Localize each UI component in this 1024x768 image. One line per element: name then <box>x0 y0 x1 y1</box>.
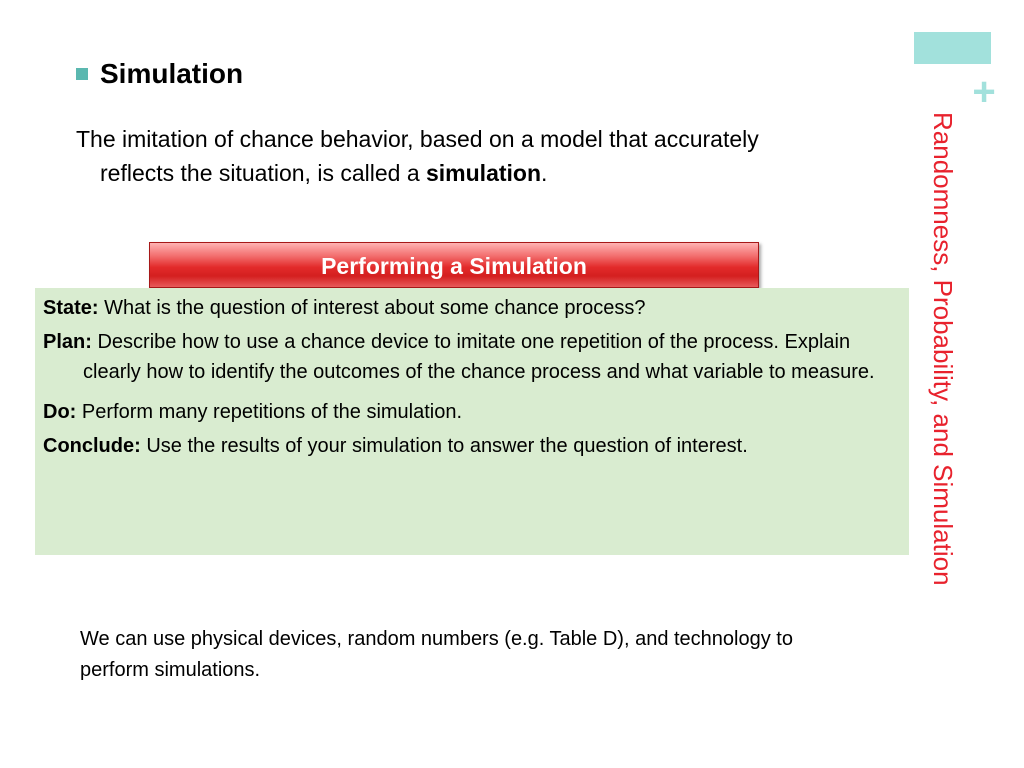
procedure-steps-box <box>35 288 909 555</box>
defined-term: simulation <box>426 160 542 186</box>
step-label: Conclude: <box>43 435 141 457</box>
step-label: Plan: <box>43 331 92 353</box>
procedure-box-header: Performing a Simulation <box>149 242 759 288</box>
footnote-text: We can use physical devices, random numbers (e.g. Table D), and technology to perform simulations. <box>80 628 793 681</box>
step-text: Describe how to use a chance device to imitate one repetition of the process. Explain clearly how to identify the outcomes of the chance process and what variable to measure. <box>83 331 875 383</box>
definition-paragraph <box>76 122 820 190</box>
heading-text: Simulation <box>100 58 244 89</box>
step-text: Perform many repetitions of the simulation. <box>76 401 463 423</box>
accent-bar <box>914 32 991 64</box>
square-bullet-icon <box>76 68 88 80</box>
step-conclude <box>43 431 895 461</box>
step-label: Do: <box>43 401 77 423</box>
definition-text: The imitation of chance behavior, based on a model that accurately reflects the situation, is called a <box>76 126 759 186</box>
step-state <box>43 293 895 323</box>
step-text: Use the results of your simulation to answer the question of interest. <box>140 435 748 457</box>
section-title: Randomness, Probability, and Simulation <box>928 112 958 586</box>
slide-heading <box>76 54 243 94</box>
step-plan <box>43 327 895 387</box>
step-do <box>43 397 895 427</box>
step-label: State: <box>43 297 99 319</box>
plus-icon: + <box>972 70 996 114</box>
step-text: What is the question of interest about some chance process? <box>98 297 646 319</box>
definition-end: . <box>541 160 548 186</box>
